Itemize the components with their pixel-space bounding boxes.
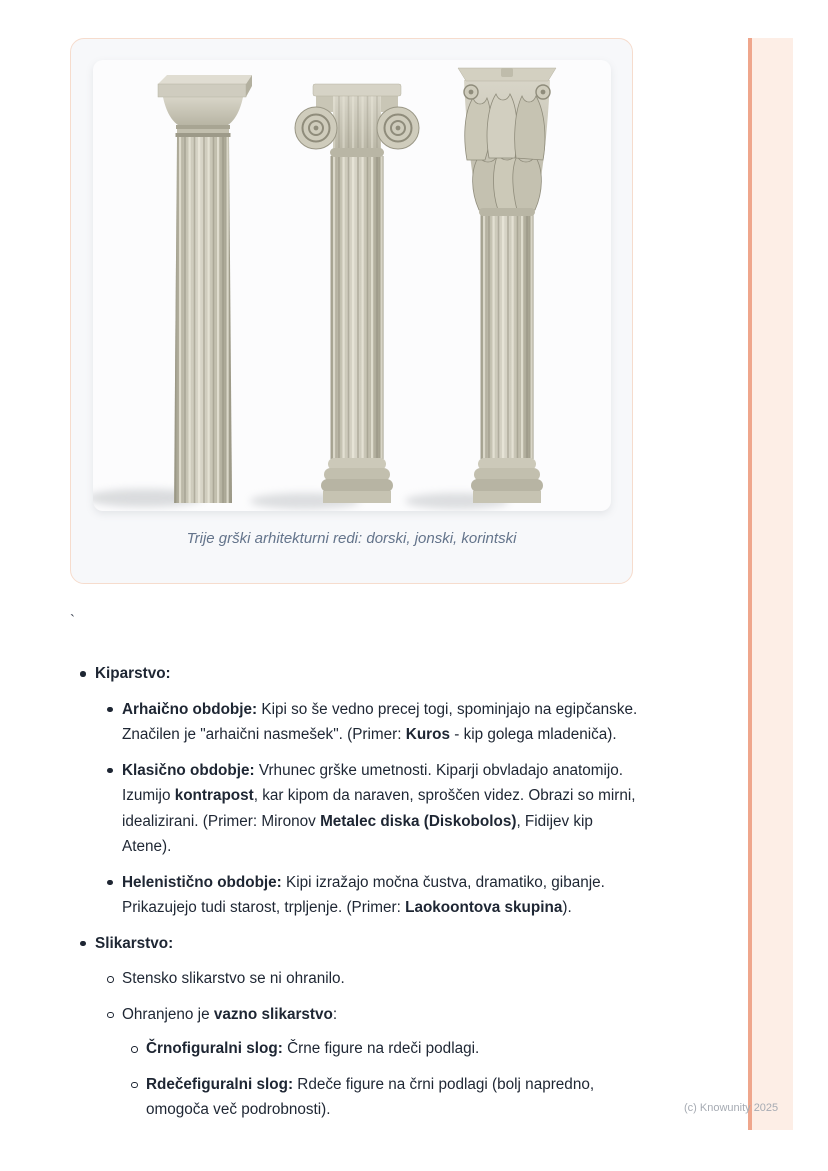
bold-text: Rdečefiguralni slog: [146, 1075, 294, 1093]
list-level-3 [131, 1036, 639, 1123]
list-item-text [95, 661, 639, 687]
corinthian-column [405, 68, 556, 509]
bold-text: Črnofiguralni slog: [146, 1040, 283, 1057]
disc-bullet-icon [80, 661, 95, 687]
bold-text: kontrapost [174, 787, 254, 804]
bold-text: Kuros [405, 726, 450, 743]
list-item [107, 1002, 639, 1123]
page-edge-accent-stripe [748, 38, 793, 1130]
content-list [62, 661, 639, 1123]
text: Rdeče figure na črni podlagi (bolj napredno, omogoča več podrobnosti). [146, 1075, 595, 1118]
text: Kipi izražajo močna čustva, dramatiko, gibanje. Prikazujejo tudi starost, trpljenje. (Primer: [122, 873, 605, 916]
circle-bullet-icon [107, 1002, 122, 1028]
list-level-2 [107, 697, 639, 921]
text: Črne figure na rdeči podlagi. [282, 1040, 480, 1057]
text: - kip golega mladeniča). [449, 726, 617, 743]
figure-caption: Trije grški arhitekturni redi: dorski, jonski, korintski [186, 530, 517, 547]
disc-bullet-icon [107, 870, 122, 921]
list-item-text [122, 697, 639, 748]
bold-text: Metalec diska (Diskobolos) [320, 812, 517, 830]
list-level-2 [107, 966, 639, 1123]
disc-bullet-icon [107, 697, 122, 748]
text: Kipi so še vedno precej togi, spominjajo na egipčanske. Značilen je "arhaični nasmešek". (Primer: [122, 700, 638, 743]
bold-text: Arhaično obdobje: [122, 700, 258, 718]
text: , Fidijev kip Atene). [122, 812, 593, 855]
list-item [107, 758, 639, 860]
bold-text: Kiparstvo: [95, 665, 171, 682]
list-level-1 [80, 661, 639, 1123]
doric-column [93, 75, 252, 507]
bold-text: Klasično obdobje: [122, 761, 255, 779]
bold-text: Slikarstvo: [95, 934, 174, 952]
text: : [332, 1005, 338, 1023]
figure-card [70, 38, 633, 584]
stray-backtick-text: ` [70, 612, 75, 629]
text: Ohranjeno je [122, 1005, 214, 1023]
list-item-text [122, 758, 639, 860]
list-item [131, 1036, 639, 1062]
bold-text: Laokoontova skupina [405, 899, 563, 916]
list-item-text [122, 870, 639, 921]
bold-text: vazno slikarstvo [213, 1005, 333, 1023]
list-item [107, 697, 639, 748]
bold-text: Helenistično obdobje: [122, 873, 282, 891]
circle-bullet-icon [131, 1072, 146, 1123]
disc-bullet-icon [107, 758, 122, 860]
text: , kar kipom da naraven, sproščen videz. Obrazi so mirni, idealizirani. (Primer: Mironov [122, 787, 636, 830]
figure-image-panel [93, 60, 611, 511]
list-item [131, 1072, 639, 1123]
list-item [80, 931, 639, 1123]
greek-columns-illustration [93, 60, 611, 511]
list-item-text [146, 1072, 639, 1123]
disc-bullet-icon [80, 931, 95, 957]
list-item [107, 966, 639, 992]
text: Stensko slikarstvo se ni ohranilo. [122, 970, 345, 987]
list-item-text [122, 966, 639, 992]
circle-bullet-icon [107, 966, 122, 992]
list-item-text [95, 931, 639, 957]
text: Vrhunec grške umetnosti. Kiparji obvladajo anatomijo. Izumijo [122, 761, 624, 804]
list-item-text [146, 1036, 639, 1062]
watermark-text: (c) Knowunity 2025 [684, 1102, 779, 1114]
circle-bullet-icon [131, 1036, 146, 1062]
list-item [107, 870, 639, 921]
list-item [80, 661, 639, 921]
ionic-column [250, 84, 419, 509]
text: ). [562, 899, 572, 916]
list-item-text [122, 1002, 639, 1028]
